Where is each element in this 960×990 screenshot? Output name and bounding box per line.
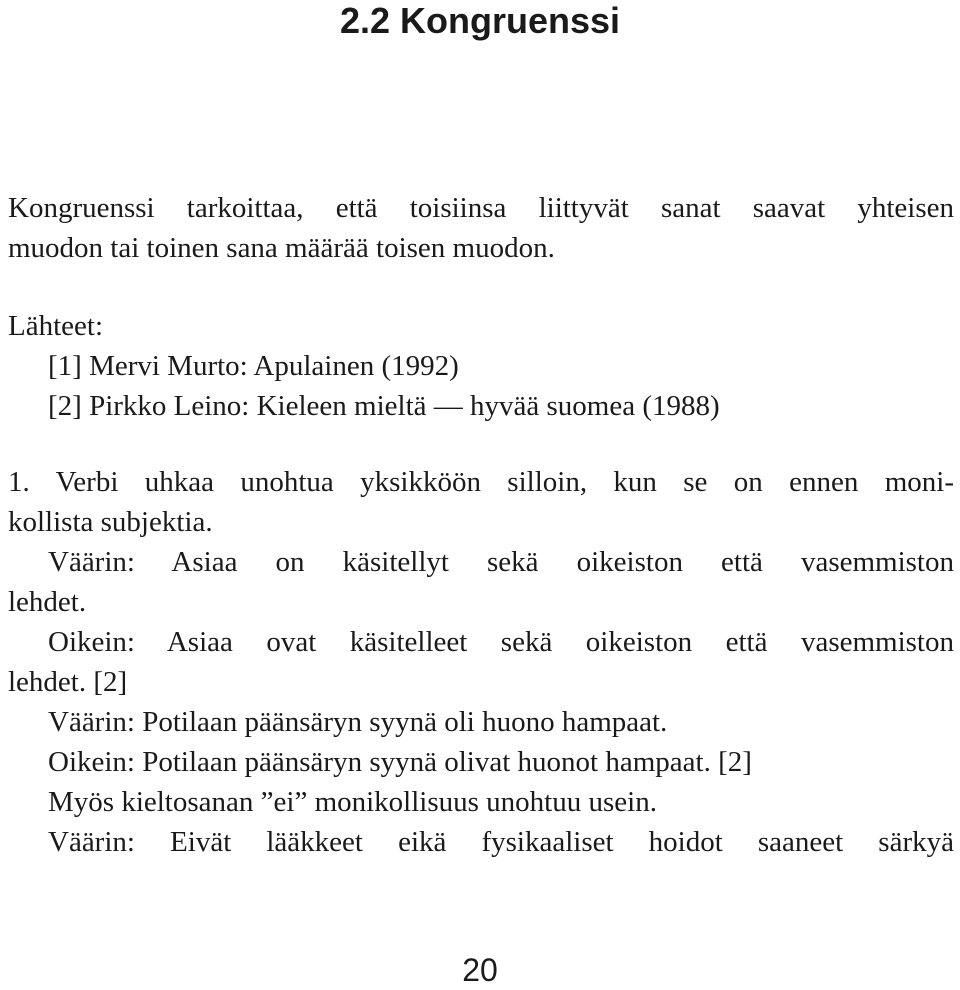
source-item-1: [1] Mervi Murto: Apulainen (1992)	[48, 350, 459, 382]
intro-line-1: Kongruenssi tarkoittaa, että toisiinsa liittyvät sanat saavat yhteisen	[8, 192, 954, 224]
page-title: 2.2 Kongruenssi	[339, 0, 621, 41]
example-wrong-1-line-1: Väärin: Asiaa on käsitellyt sekä oikeiston että vasemmiston	[48, 546, 954, 578]
example-note: Myös kieltosanan ”ei” monikollisuus unohtuu usein.	[48, 786, 657, 818]
page-number: 20	[462, 952, 498, 988]
sources-label: Lähteet:	[8, 310, 104, 342]
example-right-1-line-2: lehdet. [2]	[8, 666, 128, 698]
example-wrong-2: Väärin: Potilaan päänsäryn syynä oli huono hampaat.	[48, 706, 668, 738]
example-right-1-line-1: Oikein: Asiaa ovat käsitelleet sekä oikeiston että vasemmiston	[48, 626, 954, 658]
source-item-2: [2] Pirkko Leino: Kieleen mieltä — hyvää suomea (1988)	[48, 390, 720, 422]
example-wrong-1-line-2: lehdet.	[8, 586, 87, 618]
rule-1-line-2: kollista subjektia.	[8, 506, 213, 538]
rule-1-line-1: 1. Verbi uhkaa unohtua yksikköön silloin, kun se on ennen moni-	[8, 466, 954, 498]
example-wrong-3: Väärin: Eivät lääkkeet eikä fysikaaliset hoidot saaneet särkyä	[48, 826, 954, 858]
intro-line-2: muodon tai toinen sana määrää toisen muodon.	[8, 232, 555, 264]
example-right-2: Oikein: Potilaan päänsäryn syynä olivat huonot hampaat. [2]	[48, 746, 752, 778]
